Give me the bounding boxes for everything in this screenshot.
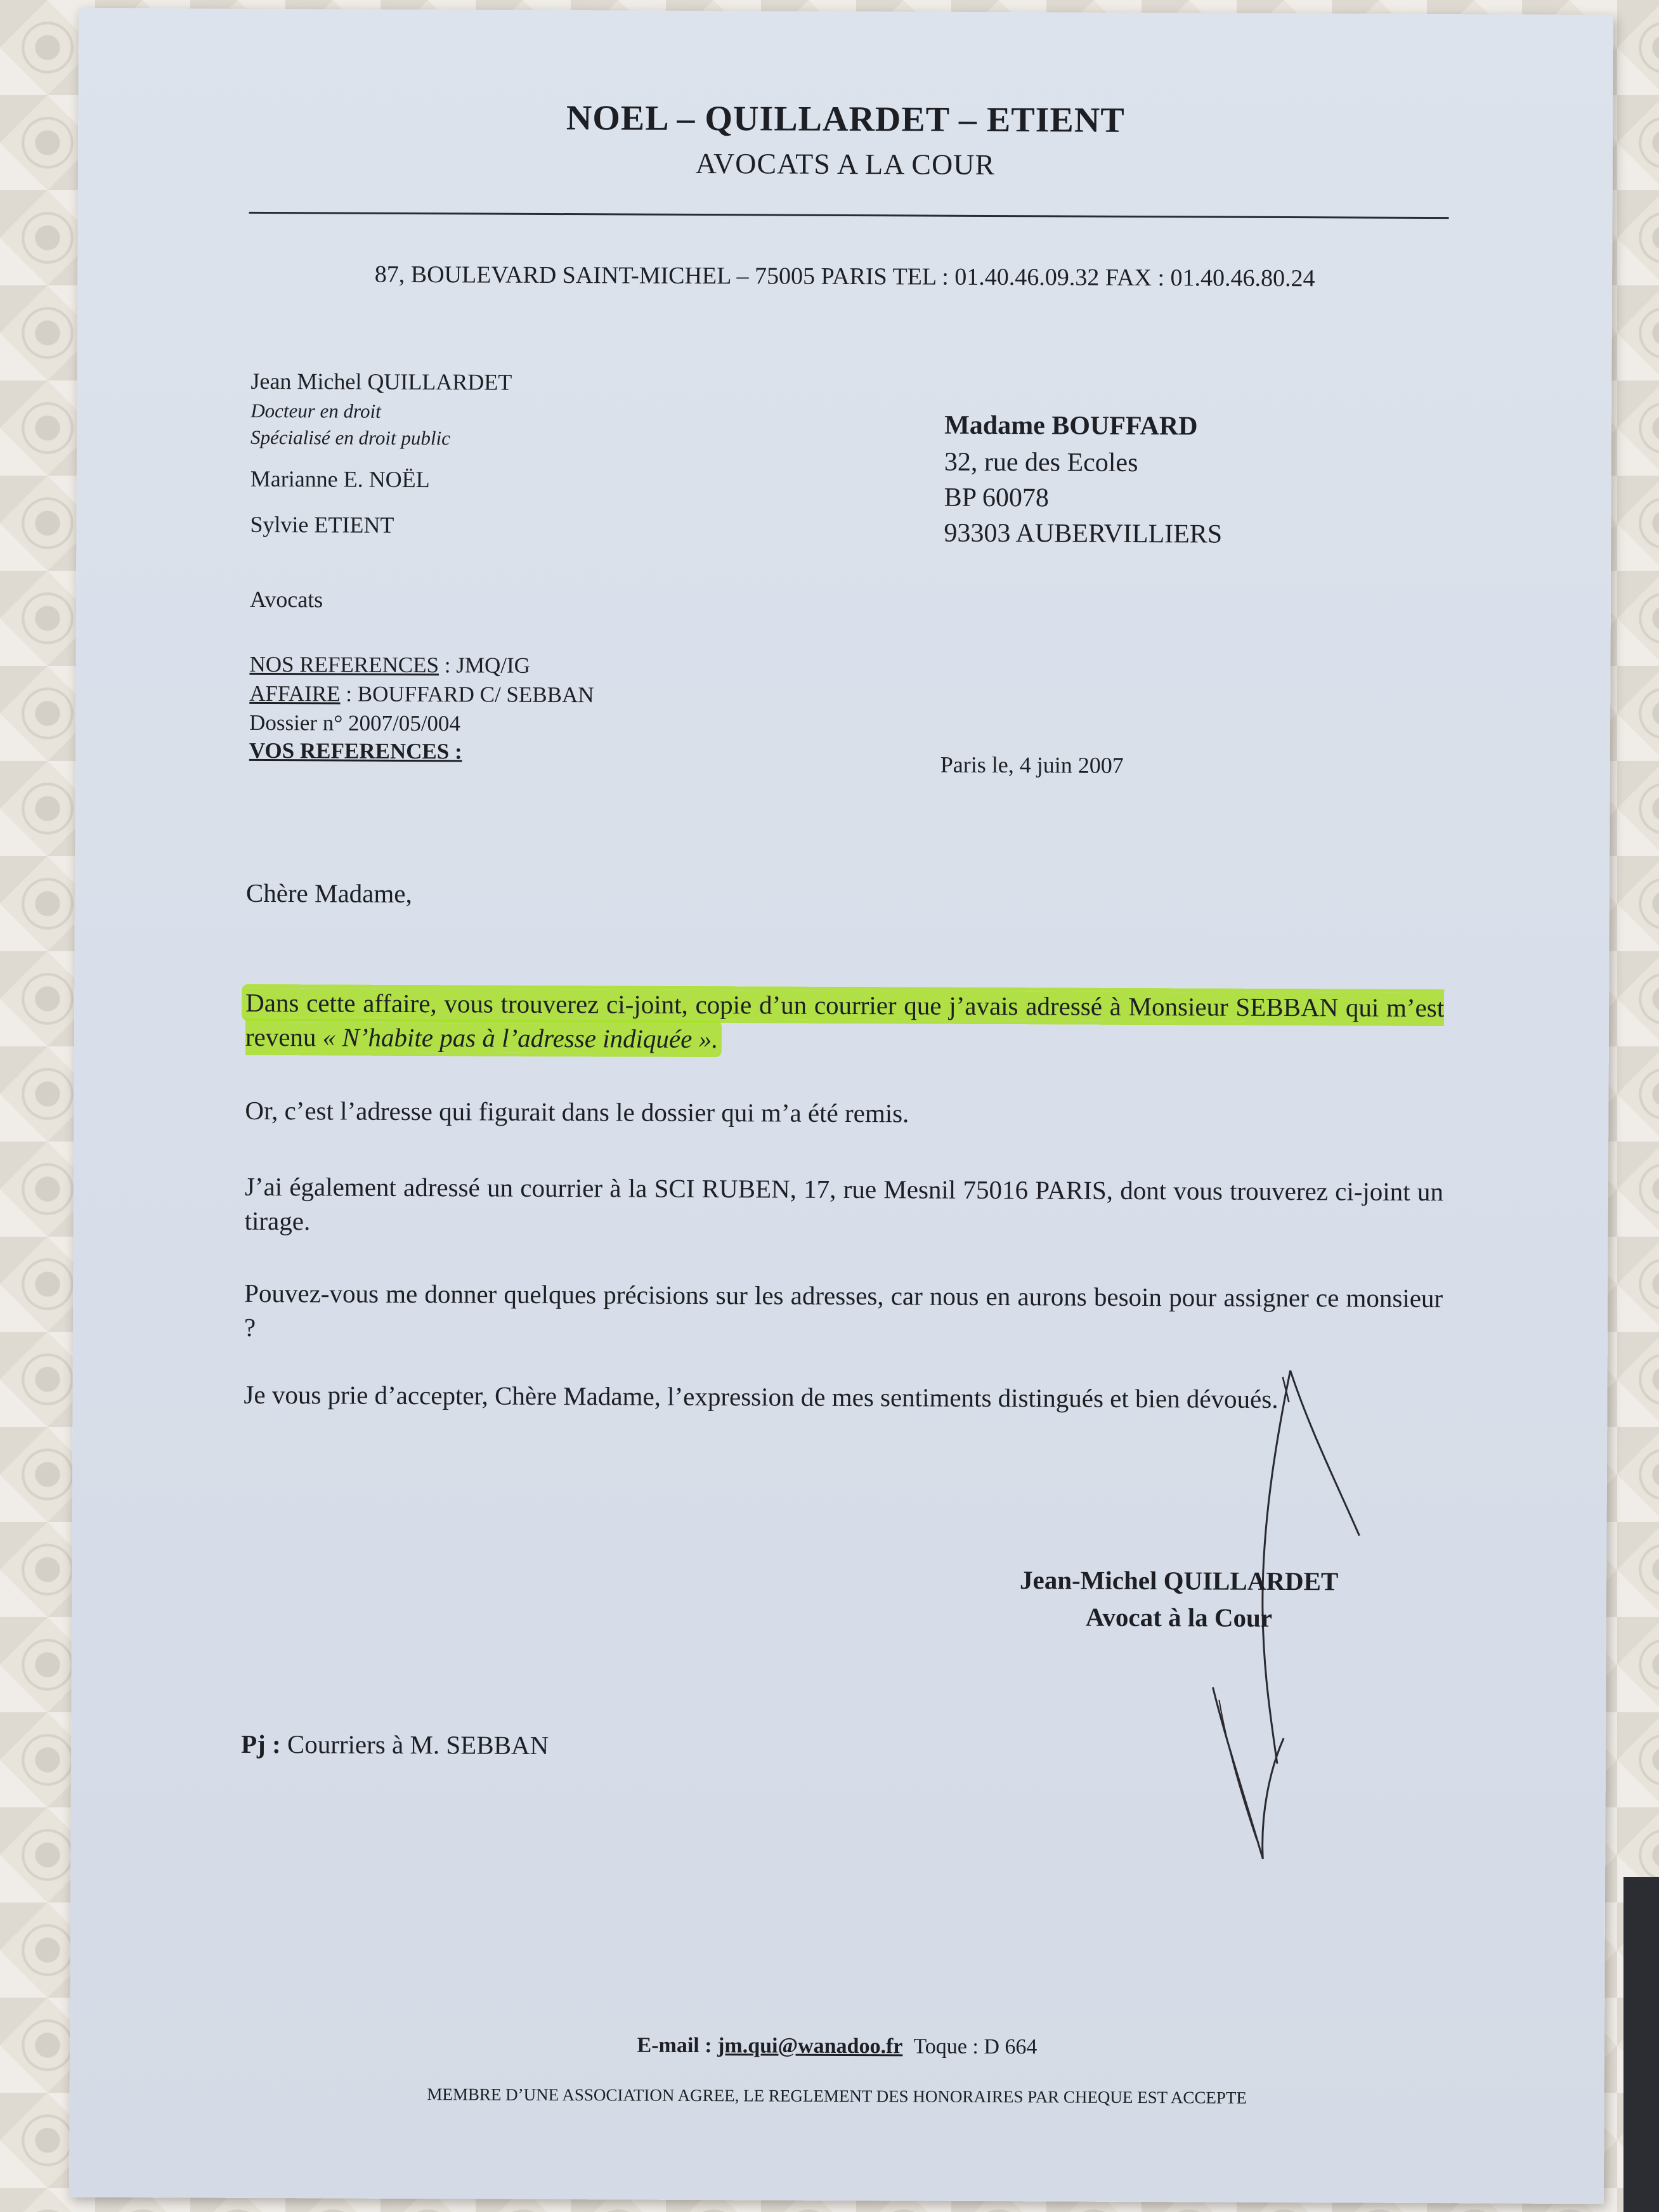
paragraph-1-quote: « N’habite pas à l’adresse indiquée ». <box>322 1022 719 1054</box>
our-references <box>249 652 530 679</box>
letter-date: Paris le, 4 juin 2007 <box>940 751 1124 778</box>
firm-subtitle: AVOCATS A LA COUR <box>695 146 996 181</box>
paragraph-5: Je vous prie d’accepter, Chère Madame, l’expression de mes sentiments distingués et bien dévoués. <box>244 1379 1278 1414</box>
case-value: : BOUFFARD C/ SEBBAN <box>340 681 594 708</box>
attachment-label: Pj : <box>240 1729 281 1759</box>
attachment-text: Courriers à M. SEBBAN <box>280 1729 549 1760</box>
signer-title: Avocat à la Cour <box>1085 1602 1273 1632</box>
recipient-city: 93303 AUBERVILLIERS <box>944 518 1223 549</box>
paragraph-3: J’ai également adressé un courrier à la SCI RUBEN, 17, rue Mesnil 75016 PARIS, dont vous trouverez ci-joint un tirage. <box>244 1171 1443 1236</box>
recipient-bp: BP 60078 <box>944 483 1050 513</box>
recipient-name: Madame BOUFFARD <box>944 410 1198 441</box>
signer-name: Jean-Michel QUILLARDET <box>1019 1565 1339 1596</box>
salutation: Chère Madame, <box>245 878 412 909</box>
case-line <box>249 681 594 708</box>
firm-address: 87, BOULEVARD SAINT-MICHEL – 75005 PARIS TEL : 01.40.46.09.32 FAX : 01.40.46.80.24 <box>374 261 1315 292</box>
lawyer-title-doctor: Docteur en droit <box>250 399 381 422</box>
paragraph-4: Pouvez-vous me donner quelques précisions sur les adresses, car nous en aurons besoin pour assigner ce monsieur ? <box>244 1278 1443 1342</box>
firm-name: NOEL – QUILLARDET – ETIENT <box>566 98 1125 140</box>
paragraph-1-text: Dans cette affaire, vous trouverez ci-joint, copie d’un courrier que j’avais adressé à Monsieur SEBBAN qui m’est revenu <box>245 987 1445 1052</box>
email-label: E-mail : <box>637 2033 712 2058</box>
recipient-street: 32, rue des Ecoles <box>944 447 1138 478</box>
file-number: Dossier n° 2007/05/004 <box>249 710 461 736</box>
highlighted-text <box>245 988 1444 1053</box>
case-label: AFFAIRE <box>249 680 341 706</box>
paragraph-1 <box>245 986 1444 1059</box>
our-references-value: : JMQ/IG <box>438 653 531 678</box>
our-references-label: NOS REFERENCES <box>249 651 439 678</box>
footer-contact <box>70 2031 1604 2062</box>
dark-object-edge <box>1623 1877 1659 2212</box>
membership-notice: MEMBRE D’UNE ASSOCIATION AGREE, LE REGLEMENT DES HONORAIRES PAR CHEQUE EST ACCEPTE <box>427 2085 1247 2107</box>
toque-number: Toque : D 664 <box>913 2034 1038 2059</box>
attachment-line <box>241 1729 549 1760</box>
email-address: jm.qui@wanadoo.fr <box>717 2034 903 2059</box>
lawyers-role: Avocats <box>249 586 323 613</box>
lawyer-name-etient: Sylvie ETIENT <box>250 511 394 538</box>
header-divider <box>249 212 1449 219</box>
paragraph-2: Or, c’est l’adresse qui figurait dans le dossier qui m’a été remis. <box>245 1095 909 1128</box>
lawyer-name-noel: Marianne E. NOËL <box>250 465 430 493</box>
your-references: VOS REFERENCES : <box>249 738 462 764</box>
lawyer-name-quillardet: Jean Michel QUILLARDET <box>250 368 512 395</box>
lawyer-title-specialty: Spécialisé en droit public <box>250 426 450 450</box>
letter-page <box>69 8 1613 2204</box>
